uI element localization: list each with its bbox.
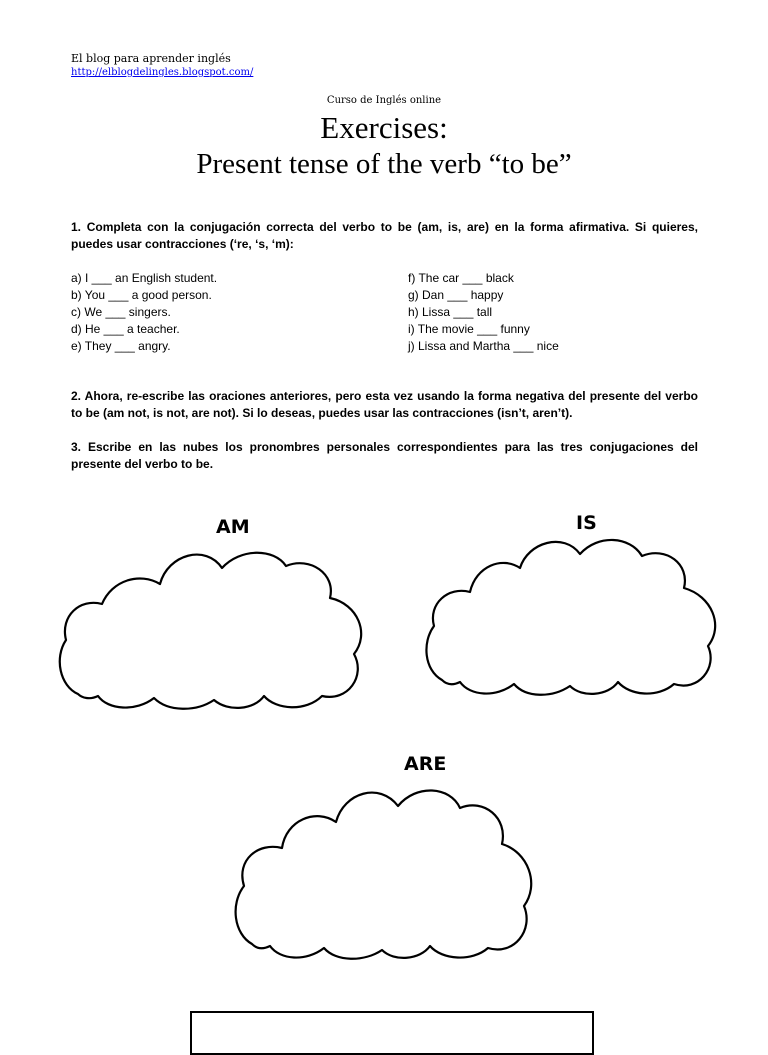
page-subtitle: Present tense of the verb “to be”	[196, 148, 572, 180]
exercise-item: f) The car ___ black	[408, 271, 514, 285]
cloud-is[interactable]	[424, 534, 722, 696]
cloud-are[interactable]	[232, 780, 534, 962]
exercise-item: d) He ___ a teacher.	[71, 322, 180, 336]
exercise-item: a) I ___ an English student.	[71, 271, 218, 285]
exercise-item: g) Dan ___ happy	[408, 288, 504, 302]
exercise-item: j) Lissa and Martha ___ nice	[408, 339, 559, 353]
cloud-label-are: ARE	[404, 753, 447, 775]
cloud-label-am: AM	[216, 516, 250, 538]
exercise-1-items-right	[408, 270, 559, 355]
blog-link[interactable]: http://elblogdelingles.blogspot.com/	[71, 67, 254, 78]
blog-name: El blog para aprender inglés	[71, 52, 231, 65]
exercise-item: b) You ___ a good person.	[71, 288, 212, 302]
exercise-item: c) We ___ singers.	[71, 305, 171, 319]
cloud-am[interactable]	[58, 546, 368, 711]
answer-box	[190, 1011, 594, 1055]
exercise-item: i) The movie ___ funny	[408, 322, 530, 336]
exercise-item: h) Lissa ___ tall	[408, 305, 493, 319]
cloud-label-is: IS	[576, 512, 597, 534]
course-subtitle: Curso de Inglés online	[326, 95, 442, 106]
exercise-3-instruction: 3. Escribe en las nubes los pronombres personales correspondientes para las tres conjugaciones del presente del verbo to be.	[71, 440, 698, 471]
exercise-2-instruction: 2. Ahora, re-escribe las oraciones anteriores, pero esta vez usando la forma negativa del presente del verbo to be (am not, is not, are not). Si lo deseas, puedes usar las contracciones (isn’t, aren’t).	[71, 389, 698, 420]
page-title: Exercises:	[320, 110, 448, 145]
exercise-1-items-left	[71, 270, 217, 355]
exercise-1-instruction: 1. Completa con la conjugación correcta del verbo to be (am, is, are) en la forma afirmativa. Si quieres, puedes usar contracciones (‘re, ‘s, ‘m):	[71, 220, 698, 251]
exercise-item: e) They ___ angry.	[71, 339, 171, 353]
